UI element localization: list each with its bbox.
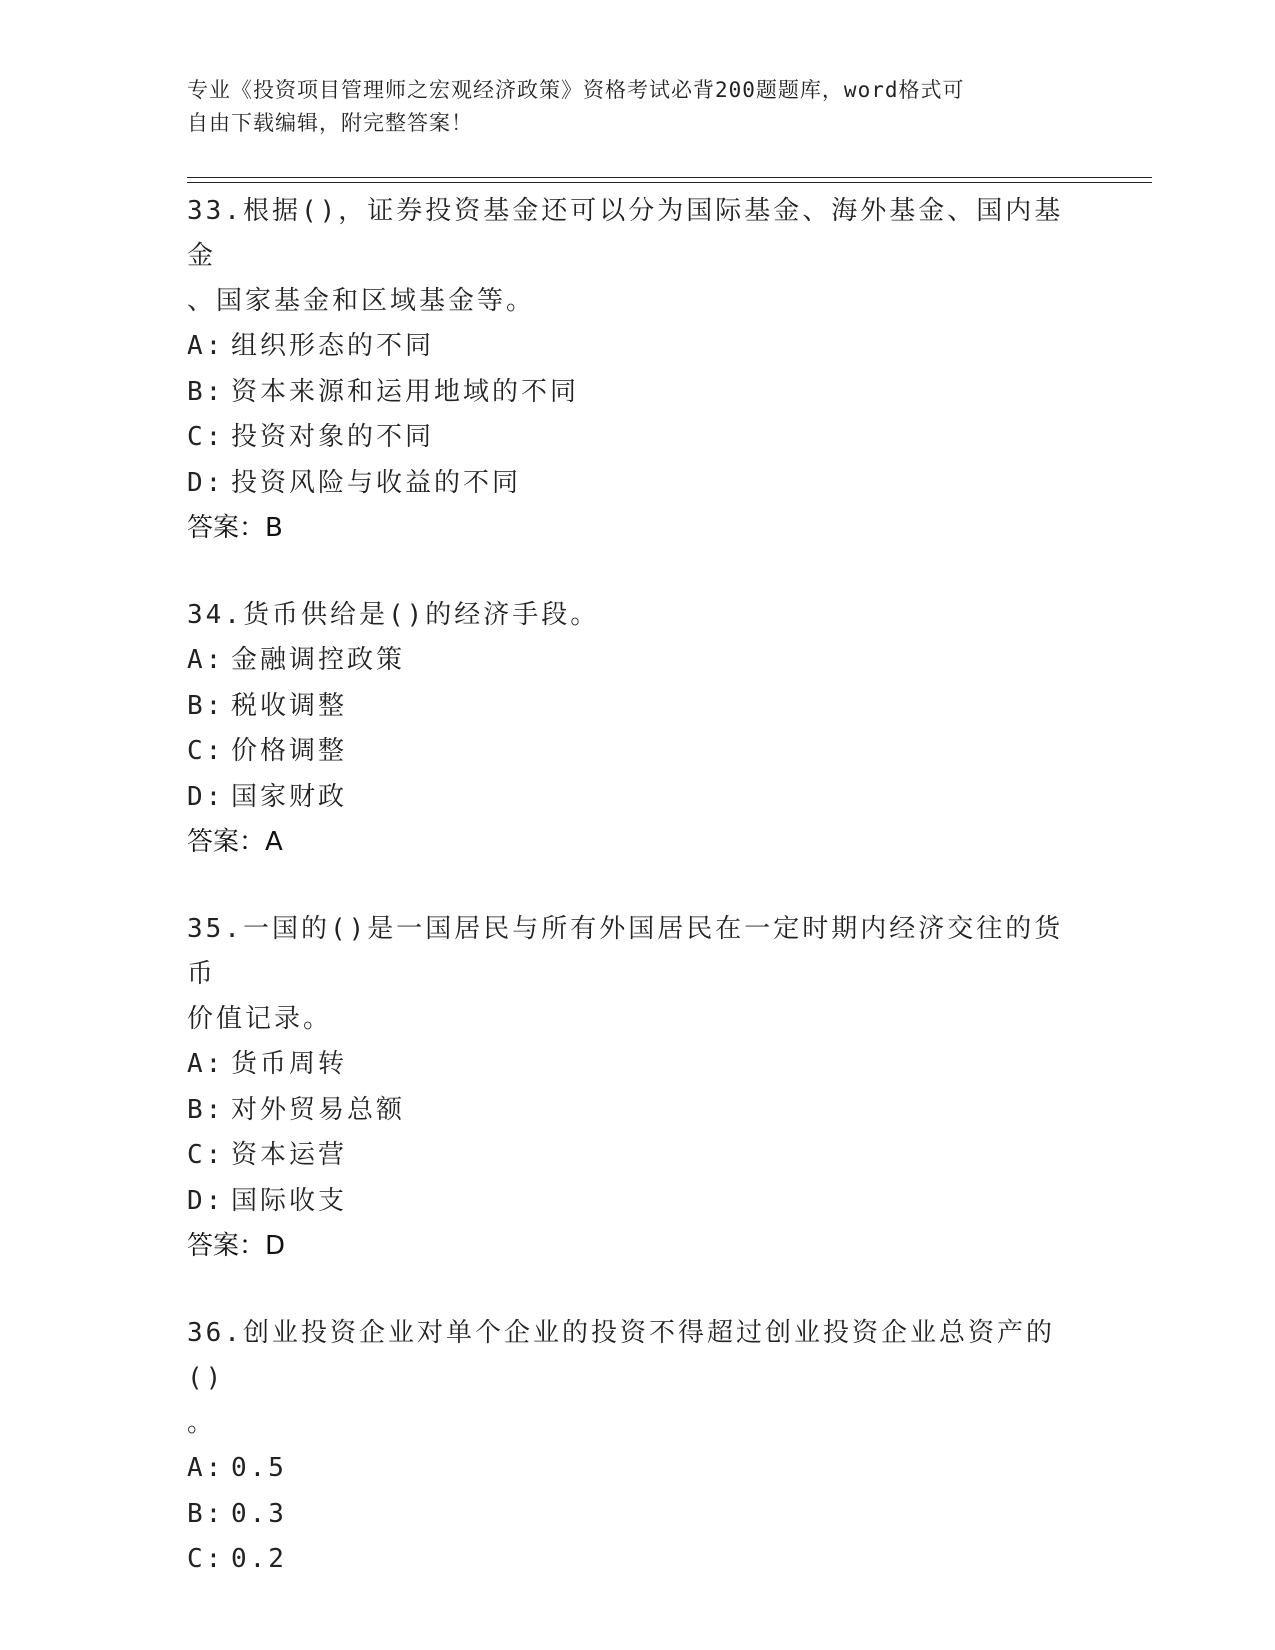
option-letter: B: <box>187 1498 225 1529</box>
question-stem: 、国家基金和区域基金等。 <box>187 286 536 316</box>
answer-option <box>187 1179 1087 1225</box>
question-block <box>187 907 1087 1269</box>
header-divider-bottom <box>187 182 1152 183</box>
answer-option <box>187 775 1087 821</box>
answer-option <box>187 370 1087 416</box>
answer-option <box>187 324 1087 370</box>
option-text: 0.3 <box>231 1498 287 1529</box>
option-letter: D: <box>187 1185 225 1216</box>
answer-key: 答案：B <box>187 513 283 543</box>
answer-option <box>187 638 1087 684</box>
question-stem: 33.根据()，证券投资基金还可以分为国际基金、海外基金、国内基金 <box>187 196 1064 271</box>
question-stem: 34.货币供给是()的经济手段。 <box>187 600 600 630</box>
option-text: 货币周转 <box>231 1049 348 1079</box>
option-letter: B: <box>187 376 225 407</box>
option-text: 国际收支 <box>231 1185 348 1216</box>
option-text: 价格调整 <box>231 736 348 766</box>
answer-option <box>187 1042 1087 1088</box>
answer-option <box>187 415 1087 461</box>
question-stem: 。 <box>187 1408 217 1438</box>
option-text: 0.5 <box>231 1453 287 1483</box>
option-text: 0.2 <box>231 1544 287 1574</box>
answer-option <box>187 461 1087 507</box>
option-text: 税收调整 <box>231 690 348 721</box>
header-line-1: 专业《投资项目管理师之宏观经济政策》资格考试必背200题题库，word格式可 <box>187 78 965 102</box>
answer-option <box>187 684 1087 730</box>
answer-option <box>187 1492 1087 1538</box>
question-stem: 35.一国的()是一国居民与所有外国居民在一定时期内经济交往的货币 <box>187 914 1064 989</box>
question-block <box>187 593 1087 865</box>
option-letter: D: <box>187 467 225 498</box>
option-text: 金融调控政策 <box>231 645 406 675</box>
question-block <box>187 189 1087 551</box>
answer-option <box>187 1133 1087 1179</box>
option-letter: A: <box>187 645 225 675</box>
option-letter: C: <box>187 422 225 452</box>
option-text: 投资对象的不同 <box>231 422 435 452</box>
option-letter: B: <box>187 1094 225 1125</box>
option-text: 对外贸易总额 <box>231 1094 406 1125</box>
option-letter: D: <box>187 781 225 812</box>
answer-option <box>187 1088 1087 1134</box>
option-letter: C: <box>187 736 225 766</box>
option-text: 资本来源和运用地域的不同 <box>231 376 580 407</box>
answer-key: 答案：A <box>187 827 283 857</box>
question-block <box>187 1311 1087 1583</box>
option-text: 组织形态的不同 <box>231 331 435 361</box>
option-text: 投资风险与收益的不同 <box>231 467 522 498</box>
option-letter: A: <box>187 1049 225 1079</box>
question-stem: 36.创业投资企业对单个企业的投资不得超过创业投资企业总资产的() <box>187 1318 1055 1393</box>
option-letter: A: <box>187 1453 225 1483</box>
answer-key: 答案：D <box>187 1231 286 1261</box>
header-line-2: 自由下载编辑，附完整答案！ <box>187 111 473 135</box>
answer-option <box>187 1446 1087 1492</box>
header-divider-top <box>187 177 1152 178</box>
question-list <box>187 189 1087 1625</box>
option-letter: C: <box>187 1140 225 1170</box>
option-letter: B: <box>187 690 225 721</box>
answer-option <box>187 1537 1087 1583</box>
option-letter: A: <box>187 331 225 361</box>
option-text: 国家财政 <box>231 781 348 812</box>
option-text: 资本运营 <box>231 1140 348 1170</box>
document-header <box>187 74 1067 140</box>
answer-option <box>187 729 1087 775</box>
option-letter: C: <box>187 1544 225 1574</box>
question-stem: 价值记录。 <box>187 1004 333 1034</box>
